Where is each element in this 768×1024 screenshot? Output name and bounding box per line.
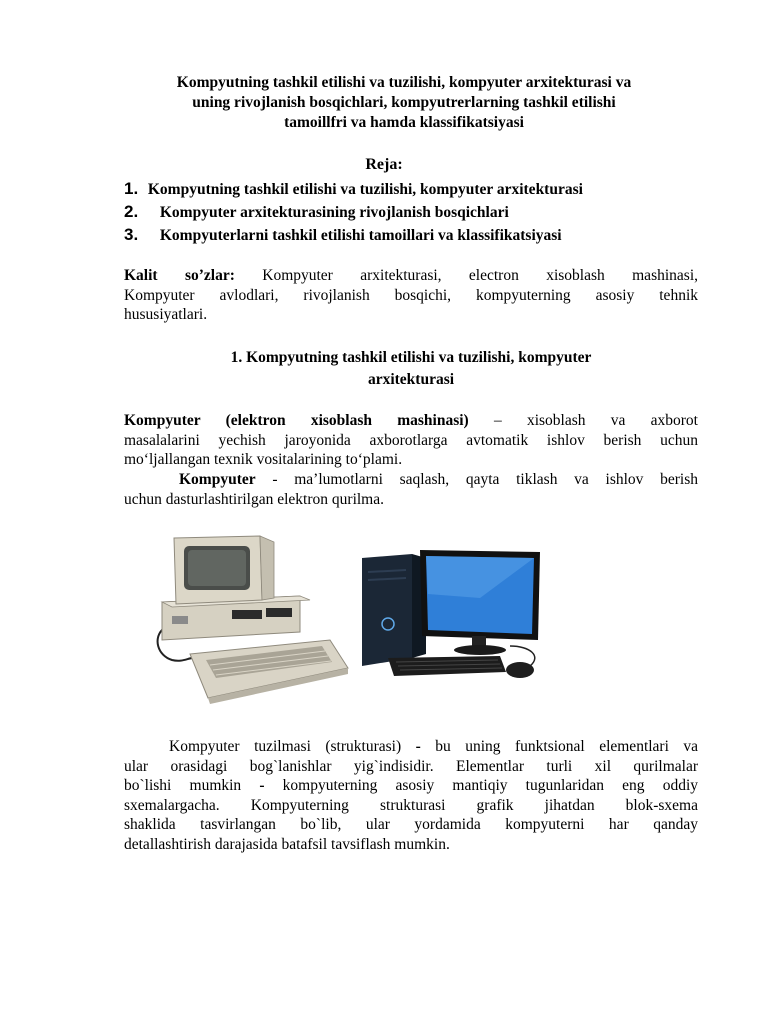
section-heading: [124, 347, 698, 391]
structure-line: sxemalargacha. Kompyuterning strukturasi grafik jihatdan blok-sxema: [124, 796, 698, 814]
vintage-pc-icon: [158, 536, 348, 704]
computers-illustration: [150, 528, 560, 712]
definition-line: mo‘ljallangan texnik vositalarining to‘plami.: [124, 451, 403, 468]
plan-item: [124, 201, 724, 224]
document-title: [130, 73, 678, 133]
plan-heading: Reja:: [365, 156, 403, 173]
keywords-line: hususiyatlari.: [124, 306, 208, 323]
plan-item: [124, 224, 724, 247]
structure-text: bo`lishi mumkin: [124, 777, 260, 794]
definition-line: [124, 411, 698, 431]
structure-dash: -: [415, 738, 421, 755]
plan-item-number: 2.: [124, 202, 139, 221]
structure-line: [124, 776, 698, 796]
definition-paragraph: [124, 411, 698, 470]
title-line: Kompyutning tashkil etilishi va tuzilishi, kompyuter arxitekturasi va: [176, 74, 632, 91]
plan-item-text: Kompyutning tashkil etilishi va tuzilishi, kompyuter arxitekturasi: [147, 181, 583, 198]
plan-item-text: Kompyuterlarni tashkil etilishi tamoillari va klassifikatsiyasi: [159, 227, 562, 244]
structure-text: Kompyuter tuzilmasi (strukturasi): [169, 738, 416, 755]
structure-line: detallashtirish darajasida batafsil tavsiflash mumkin.: [124, 835, 450, 853]
plan-item: [124, 178, 724, 201]
structure-line: [124, 737, 698, 757]
keywords-label: Kalit so’zlar:: [124, 267, 235, 284]
structure-line: shaklida tasvirlangan bo`lib, ular yordamida kompyuterni har qanday: [124, 816, 698, 833]
modern-desktop-pc-icon: [362, 550, 540, 678]
structure-text: kompyuterning asosiy mantiqiy tugunlaridan eng oddiy: [264, 777, 698, 794]
definition-term: Kompyuter: [179, 471, 256, 488]
structure-text: bu uning funktsional elementlari va: [420, 738, 698, 755]
plan-item-text: Kompyuter arxitekturasining rivojlanish bosqichlari: [159, 204, 509, 221]
plan-item-number: 3.: [124, 225, 139, 244]
structure-paragraph: [124, 737, 698, 854]
title-line: tamoillfri va hamda klassifikatsiyasi: [284, 114, 524, 131]
definition-line: uchun dasturlashtirilgan elektron qurilma.: [124, 490, 384, 508]
definition-text: - ma’lumotlarni saqlash, qayta tiklash va ishlov berish: [255, 471, 698, 488]
section-heading-line: 1. Kompyutning tashkil etilishi va tuzilishi, kompyuter: [230, 349, 592, 366]
keywords-text: Kompyuter arxitekturasi, electron xisoblash mashinasi,: [262, 267, 698, 284]
structure-dash: -: [259, 777, 265, 794]
plan-list: [124, 178, 724, 247]
title-line: uning rivojlanish bosqichlari, kompyutrerlarning tashkil etilishi: [192, 94, 616, 111]
structure-line: ular orasidagi bog`lanishlar yig`indisidir. Elementlar turli xil qurilmalar: [124, 757, 698, 775]
keywords-paragraph: [124, 266, 698, 325]
section-heading-line: arxitekturasi: [367, 371, 455, 388]
keywords-line: Kompyuter avlodlari, rivojlanish bosqichi, kompyuterning asosiy tehnik: [124, 286, 698, 304]
definition-line: [124, 470, 698, 490]
definition-paragraph: [124, 470, 698, 509]
definition-text: – xisoblash va axborot: [468, 412, 698, 429]
plan-item-number: 1.: [124, 179, 139, 198]
keywords-line: [124, 266, 698, 286]
definition-term: Kompyuter (elektron xisoblash mashinasi): [124, 412, 469, 429]
definition-line: masalalarini yechish jaroyonida axborotlarga avtomatik ishlov berish uchun: [124, 431, 698, 449]
